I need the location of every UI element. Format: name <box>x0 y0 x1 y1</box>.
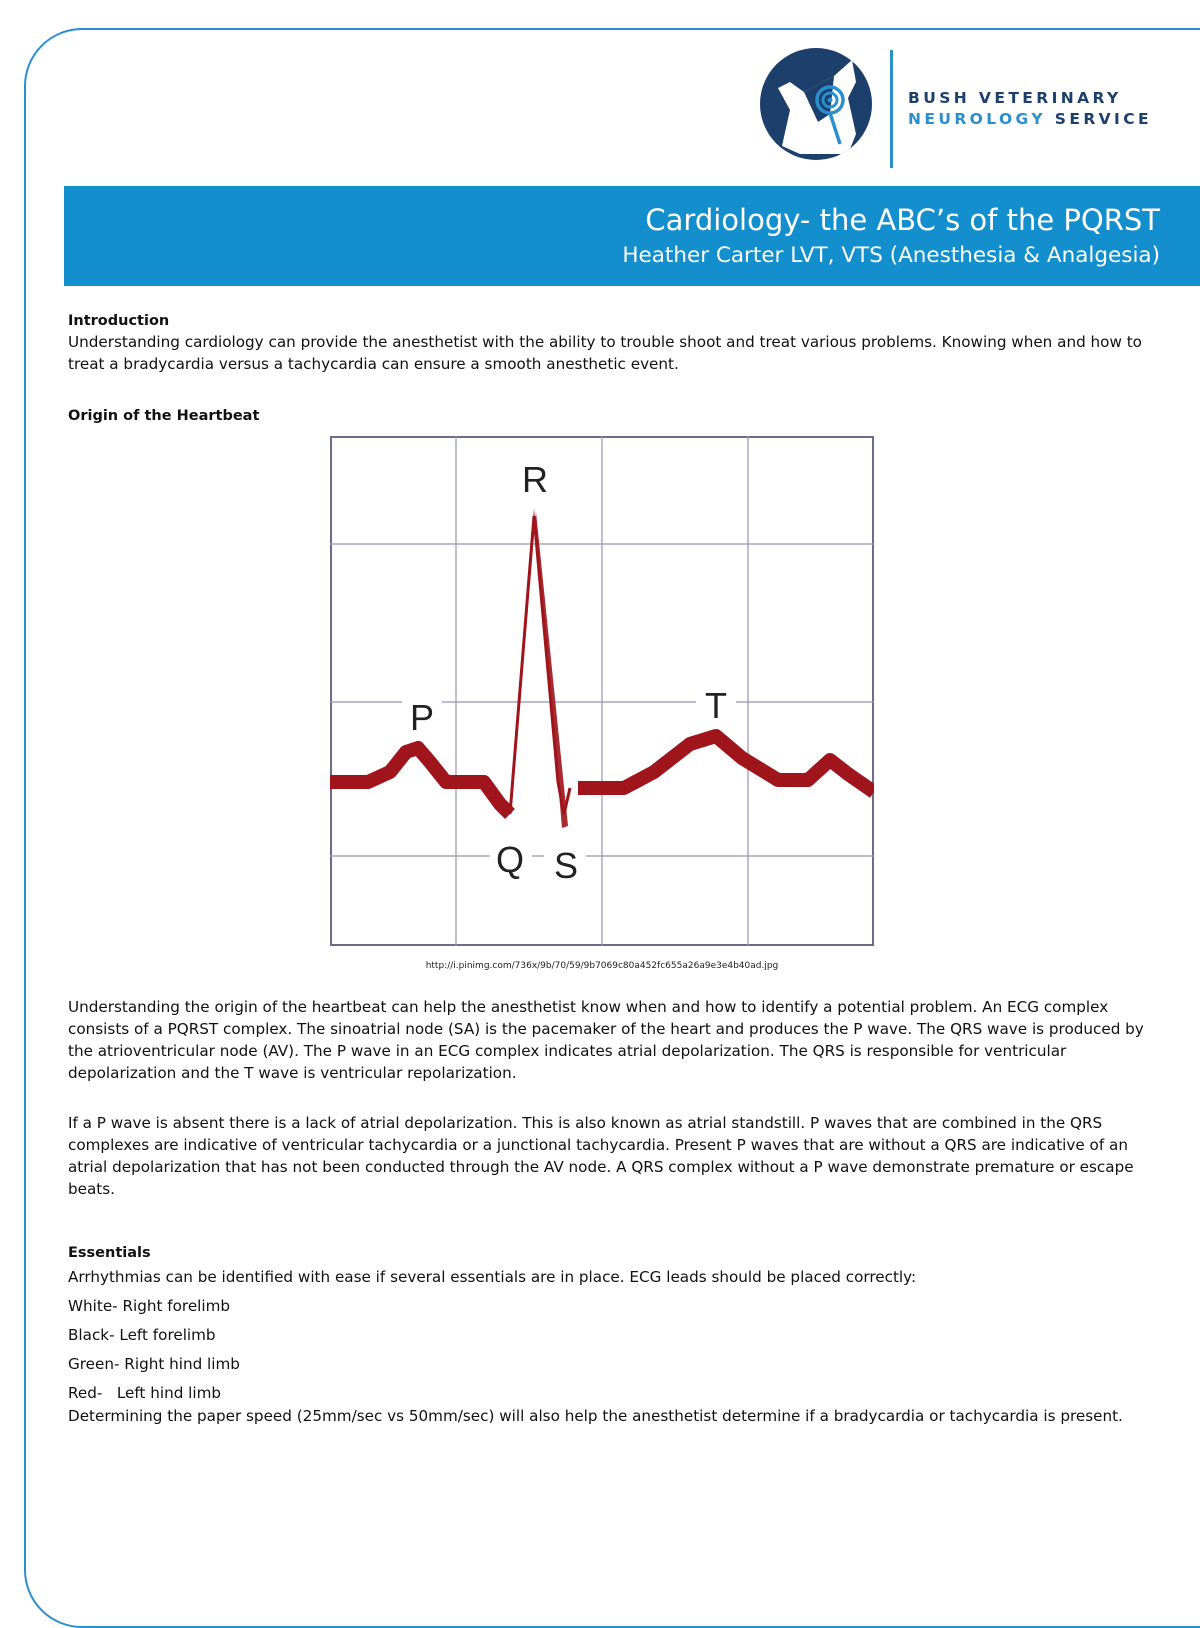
essentials-section <box>68 1243 1148 1425</box>
essentials-closing: Determining the paper speed (25mm/sec vs 50mm/sec) will also help the anesthetist determine if a bradycardia or tachycardia is present. <box>68 1407 1123 1425</box>
label-p: P <box>409 697 435 738</box>
origin-heading-wrap <box>68 406 1148 426</box>
essentials-heading: Essentials <box>68 1245 151 1261</box>
org-logo <box>760 48 1180 170</box>
introduction-heading: Introduction <box>68 313 170 329</box>
title-banner <box>64 186 1200 286</box>
org-name <box>908 88 1152 130</box>
label-r: R <box>522 459 548 500</box>
org-name-line1: BUSH VETERINARY <box>908 89 1122 107</box>
document-author: Heather Carter LVT, VTS (Anesthesia & Analgesia) <box>622 243 1160 268</box>
lead-red: Red- Left hind limb <box>68 1384 222 1402</box>
lead-black: Black- Left forelimb <box>68 1326 216 1344</box>
label-s: S <box>553 845 579 886</box>
document-title: Cardiology- the ABC’s of the PQRST <box>645 203 1160 237</box>
label-q: Q <box>495 839 525 880</box>
origin-body-1: Understanding the origin of the heartbeat can help the anesthetist know when and how to identify a potential problem. An ECG complex consists of a PQRST complex. The sinoatrial node (SA) is the pacemaker of the heart and produces the P wave. The QRS wave is produced by the atrioventricular node (AV). The P wave in an ECG complex indicates atrial depolarization. The QRS is responsible for ventricular depolarization and the T wave is ventricular repolarization. <box>68 998 1144 1082</box>
figure-source-caption: http://i.pinimg.com/736x/9b/70/59/9b7069c80a452fc655a26a9e3e4b40ad.jpg <box>425 961 779 971</box>
lead-white: White- Right forelimb <box>68 1297 231 1315</box>
label-t: T <box>705 685 727 726</box>
ecg-pqrst-diagram <box>330 436 874 946</box>
org-name-service: SERVICE <box>1054 110 1152 128</box>
introduction-body: Understanding cardiology can provide the anesthetist with the ability to trouble shoot and treat various problems. Knowing when and how to treat a bradycardia versus a tachycardia can ensure a smooth anesthetic event. <box>68 333 1142 373</box>
lead-green: Green- Right hind limb <box>68 1355 240 1373</box>
logo-divider <box>890 50 893 168</box>
org-name-neurology: NEUROLOGY <box>908 110 1046 128</box>
essentials-intro: Arrhythmias can be identified with ease if several essentials are in place. ECG leads should be placed correctly: <box>68 1268 917 1286</box>
dog-head-spiral-logo-icon <box>760 48 872 160</box>
origin-heading: Origin of the Heartbeat <box>68 408 260 424</box>
origin-body-2: If a P wave is absent there is a lack of atrial depolarization. This is also known as atrial standstill. P waves that are combined in the QRS complexes are indicative of ventricular tachycardia or a junctional tachycardia. Present P waves that are without a QRS are indicative of an atrial depolarization that has not been conducted through the AV node. A QRS complex without a P wave demonstrate premature or escape beats. <box>68 1114 1134 1198</box>
origin-paragraph-2 <box>68 1112 1148 1200</box>
introduction-section <box>68 311 1148 375</box>
origin-paragraph-1 <box>68 996 1148 1084</box>
